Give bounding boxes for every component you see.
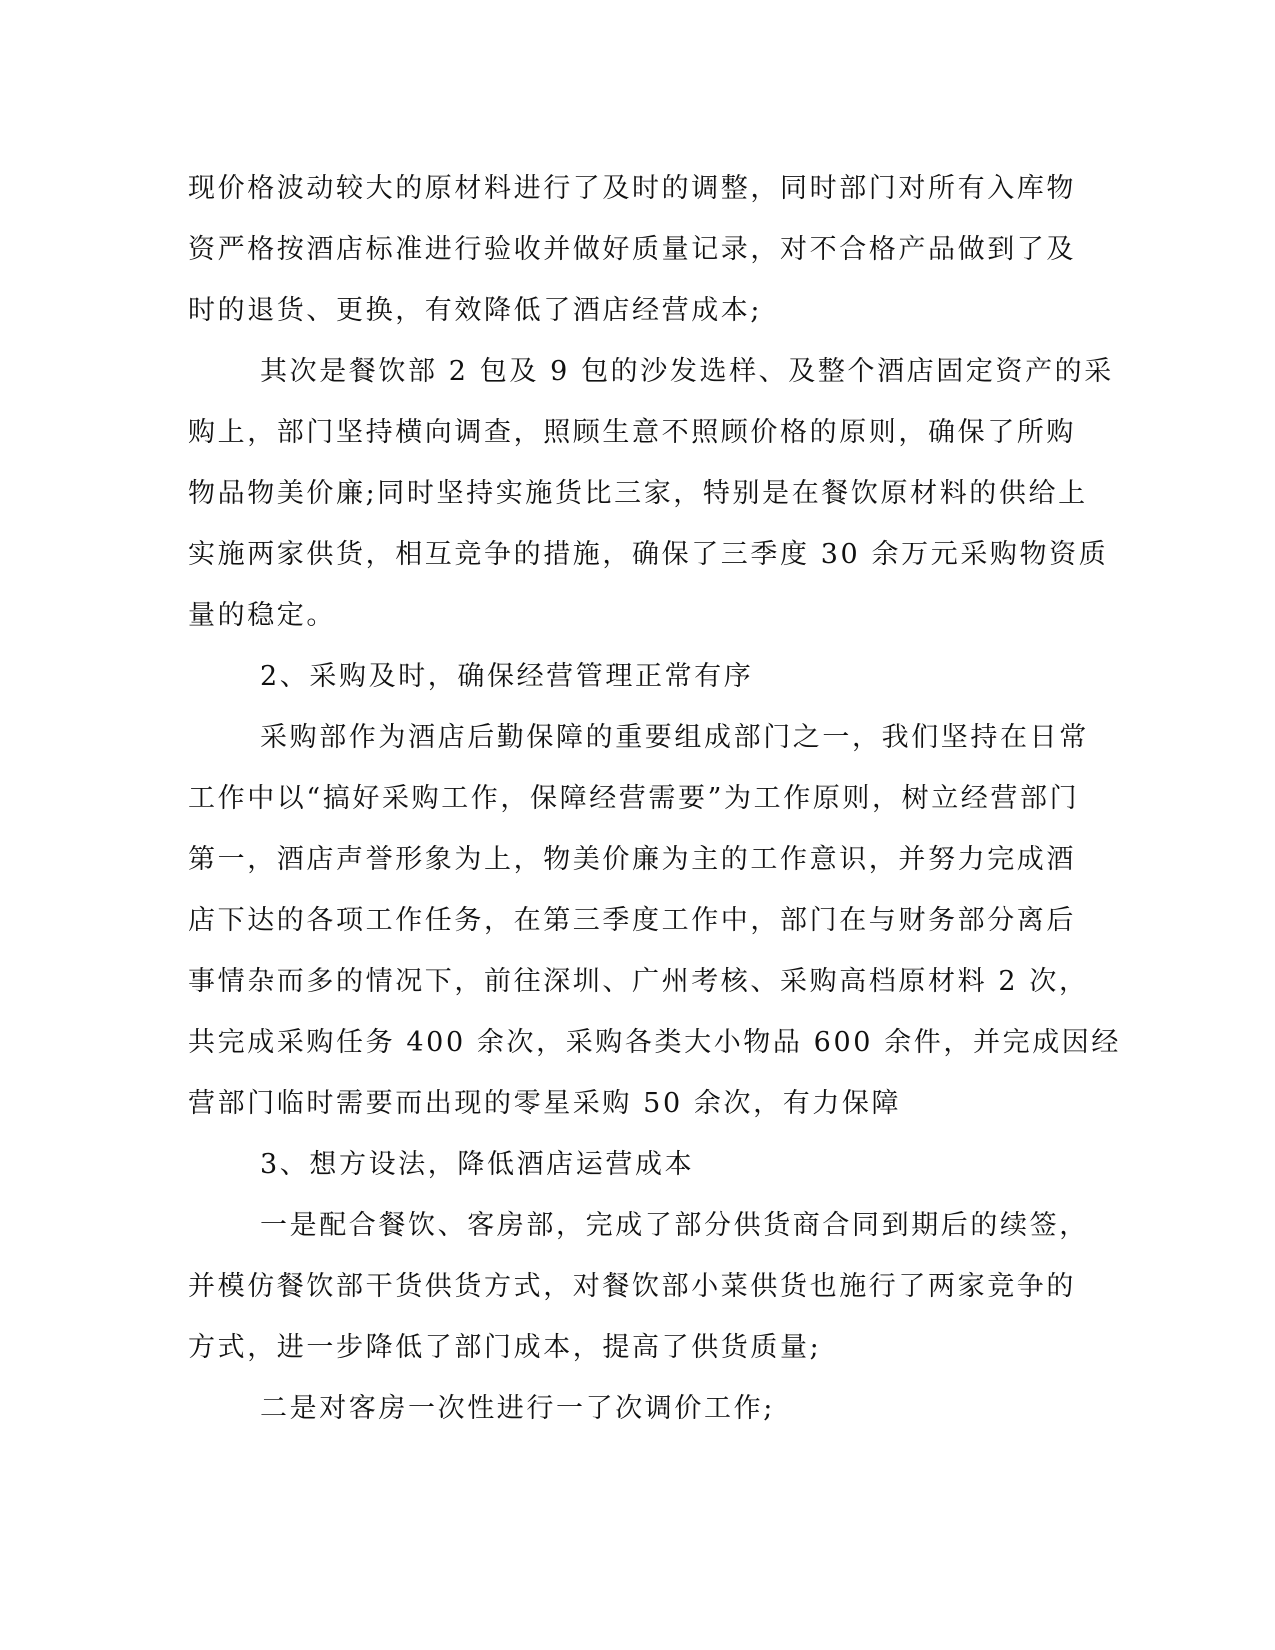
text-line: 方式，进一步降低了部门成本，提高了供货质量; (188, 1332, 822, 1363)
document-body (188, 158, 1121, 1439)
paragraph-start: 二是对客房一次性进行一了次调价工作; (260, 1393, 775, 1424)
text-line: 现价格波动较大的原材料进行了及时的调整，同时部门对所有入库物 (188, 173, 1076, 204)
text-line: 实施两家供货，相互竞争的措施，确保了三季度 30 余万元采购物资质 (188, 539, 1109, 570)
paragraph-start: 采购部作为酒店后勤保障的重要组成部门之一，我们坚持在日常 (260, 722, 1089, 753)
paragraph-start: 一是配合餐饮、客房部，完成了部分供货商合同到期后的续签， (260, 1210, 1089, 1241)
text-line: 共完成采购任务 400 余次，采购各类大小物品 600 余件，并完成因经 (188, 1027, 1121, 1058)
section-heading: 3、想方设法，降低酒店运营成本 (260, 1149, 695, 1180)
text-line: 物品物美价廉;同时坚持实施货比三家，特别是在餐饮原材料的供给上 (188, 478, 1088, 509)
section-heading: 2、采购及时，确保经营管理正常有序 (260, 661, 754, 692)
text-line: 并模仿餐饮部干货供货方式，对餐饮部小菜供货也施行了两家竞争的 (188, 1271, 1076, 1302)
text-line: 工作中以“搞好采购工作，保障经营需要”为工作原则，树立经营部门 (188, 783, 1080, 814)
text-line: 量的稳定。 (188, 600, 336, 631)
text-line: 时的退货、更换，有效降低了酒店经营成本; (188, 295, 763, 326)
text-line: 店下达的各项工作任务，在第三季度工作中，部门在与财务部分离后 (188, 905, 1076, 936)
text-line: 营部门临时需要而出现的零星采购 50 余次，有力保障 (188, 1088, 902, 1119)
text-line: 资严格按酒店标准进行验收并做好质量记录，对不合格产品做到了及 (188, 234, 1076, 265)
paragraph-start: 其次是餐饮部 2 包及 9 包的沙发选样、及整个酒店固定资产的采 (260, 356, 1114, 387)
text-line: 购上，部门坚持横向调查，照顾生意不照顾价格的原则，确保了所购 (188, 417, 1076, 448)
text-line: 第一，酒店声誉形象为上，物美价廉为主的工作意识，并努力完成酒 (188, 844, 1076, 875)
text-line: 事情杂而多的情况下，前往深圳、广州考核、采购高档原材料 2 次， (188, 966, 1089, 997)
